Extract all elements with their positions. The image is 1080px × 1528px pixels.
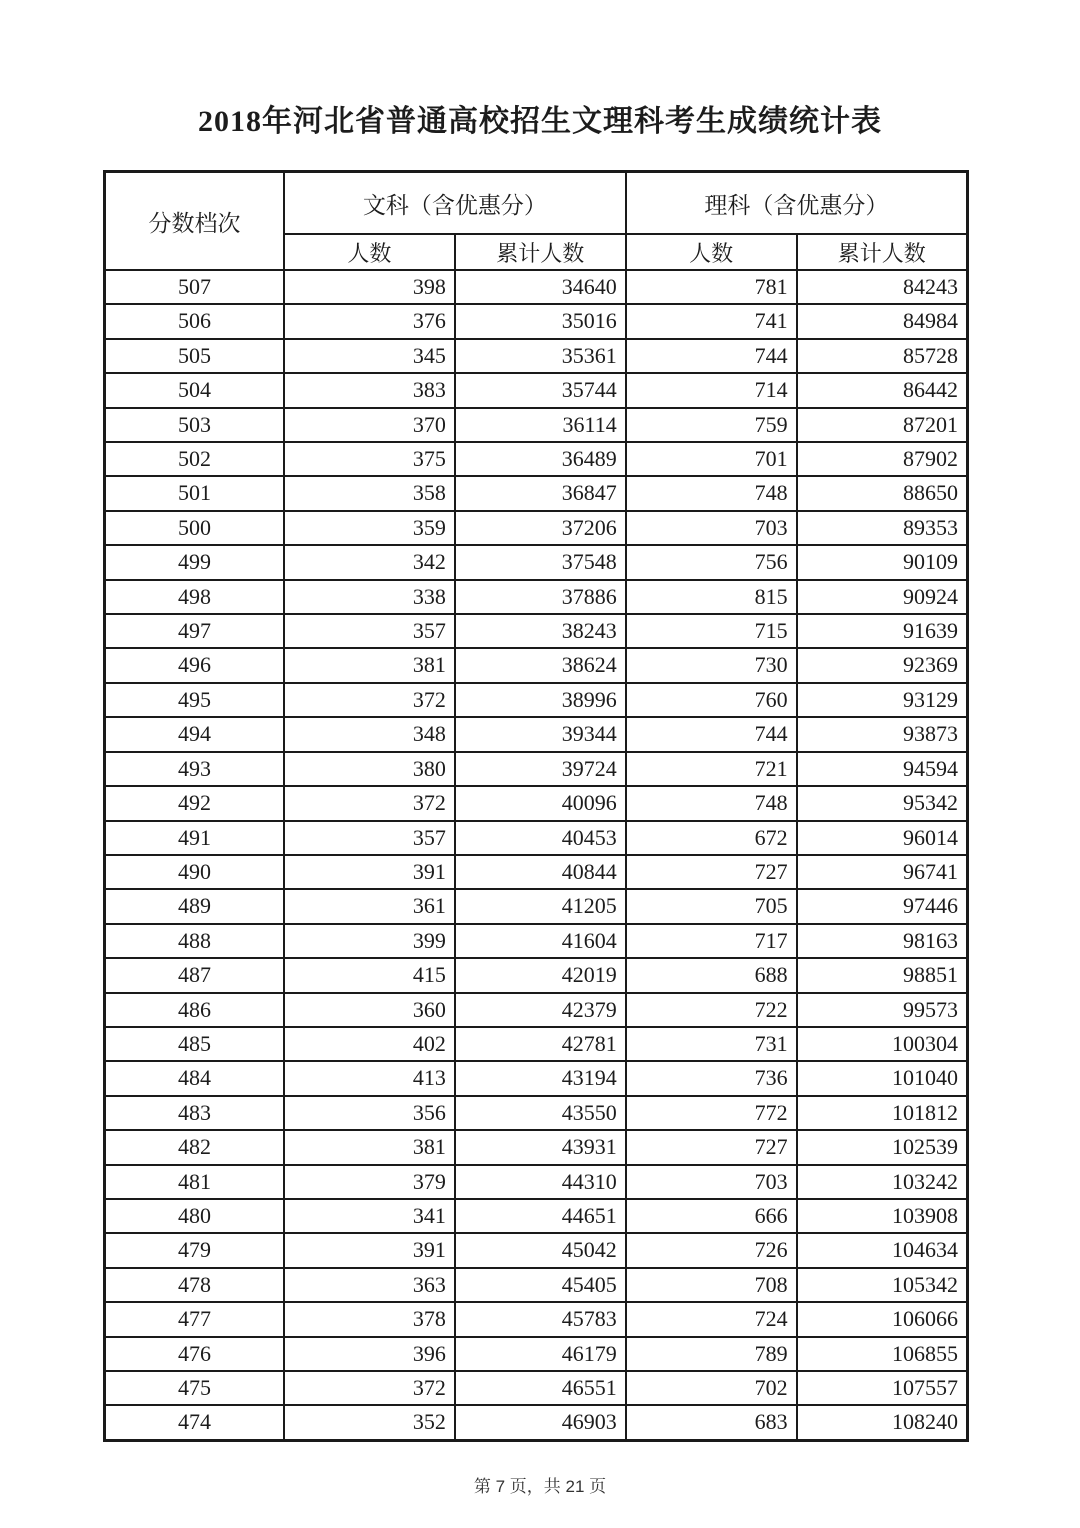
liberal-arts-count-cell: 341 xyxy=(284,1199,455,1233)
score-level-cell: 499 xyxy=(105,545,285,579)
table-row xyxy=(105,1371,968,1405)
science-cumulative-cell: 87902 xyxy=(797,442,968,476)
liberal-arts-count-cell: 345 xyxy=(284,339,455,373)
column-header-sci-cumulative: 累计人数 xyxy=(797,234,968,270)
liberal-arts-cumulative-cell: 43550 xyxy=(455,1096,626,1130)
score-level-cell: 486 xyxy=(105,993,285,1027)
science-cumulative-cell: 100304 xyxy=(797,1027,968,1061)
science-cumulative-cell: 84984 xyxy=(797,304,968,338)
table-row xyxy=(105,442,968,476)
table-row xyxy=(105,580,968,614)
liberal-arts-count-cell: 381 xyxy=(284,1130,455,1164)
table-row xyxy=(105,855,968,889)
liberal-arts-cumulative-cell: 38996 xyxy=(455,683,626,717)
science-cumulative-cell: 85728 xyxy=(797,339,968,373)
score-level-cell: 494 xyxy=(105,717,285,751)
science-count-cell: 730 xyxy=(626,648,797,682)
table-row xyxy=(105,958,968,992)
science-cumulative-cell: 86442 xyxy=(797,373,968,407)
liberal-arts-count-cell: 402 xyxy=(284,1027,455,1061)
liberal-arts-cumulative-cell: 36847 xyxy=(455,476,626,510)
column-header-la-count: 人数 xyxy=(284,234,455,270)
liberal-arts-cumulative-cell: 42781 xyxy=(455,1027,626,1061)
score-level-cell: 475 xyxy=(105,1371,285,1405)
science-count-cell: 744 xyxy=(626,717,797,751)
science-count-cell: 744 xyxy=(626,339,797,373)
score-level-cell: 503 xyxy=(105,408,285,442)
liberal-arts-count-cell: 372 xyxy=(284,786,455,820)
liberal-arts-count-cell: 379 xyxy=(284,1165,455,1199)
liberal-arts-count-cell: 375 xyxy=(284,442,455,476)
liberal-arts-count-cell: 360 xyxy=(284,993,455,1027)
liberal-arts-cumulative-cell: 36114 xyxy=(455,408,626,442)
score-level-cell: 504 xyxy=(105,373,285,407)
table-row xyxy=(105,1337,968,1371)
page-title: 2018年河北省普通高校招生文理科考生成绩统计表 xyxy=(198,105,882,138)
liberal-arts-cumulative-cell: 44310 xyxy=(455,1165,626,1199)
score-level-cell: 482 xyxy=(105,1130,285,1164)
science-cumulative-cell: 97446 xyxy=(797,889,968,923)
score-level-cell: 491 xyxy=(105,821,285,855)
science-count-cell: 781 xyxy=(626,270,797,304)
science-count-cell: 726 xyxy=(626,1233,797,1267)
science-cumulative-cell: 89353 xyxy=(797,511,968,545)
science-count-cell: 789 xyxy=(626,1337,797,1371)
liberal-arts-count-cell: 378 xyxy=(284,1302,455,1336)
liberal-arts-cumulative-cell: 42379 xyxy=(455,993,626,1027)
column-header-sci-count: 人数 xyxy=(626,234,797,270)
table-row xyxy=(105,373,968,407)
liberal-arts-cumulative-cell: 40453 xyxy=(455,821,626,855)
science-cumulative-cell: 101040 xyxy=(797,1061,968,1095)
liberal-arts-count-cell: 357 xyxy=(284,821,455,855)
science-count-cell: 760 xyxy=(626,683,797,717)
score-level-cell: 488 xyxy=(105,924,285,958)
table-row xyxy=(105,1268,968,1302)
science-count-cell: 705 xyxy=(626,889,797,923)
liberal-arts-cumulative-cell: 38624 xyxy=(455,648,626,682)
science-count-cell: 772 xyxy=(626,1096,797,1130)
science-cumulative-cell: 98851 xyxy=(797,958,968,992)
science-cumulative-cell: 93129 xyxy=(797,683,968,717)
table-row xyxy=(105,545,968,579)
science-count-cell: 759 xyxy=(626,408,797,442)
science-count-cell: 714 xyxy=(626,373,797,407)
science-cumulative-cell: 108240 xyxy=(797,1405,968,1440)
liberal-arts-cumulative-cell: 41205 xyxy=(455,889,626,923)
science-cumulative-cell: 93873 xyxy=(797,717,968,751)
liberal-arts-cumulative-cell: 43194 xyxy=(455,1061,626,1095)
liberal-arts-count-cell: 396 xyxy=(284,1337,455,1371)
liberal-arts-cumulative-cell: 44651 xyxy=(455,1199,626,1233)
score-level-cell: 497 xyxy=(105,614,285,648)
liberal-arts-count-cell: 361 xyxy=(284,889,455,923)
science-cumulative-cell: 90109 xyxy=(797,545,968,579)
score-level-cell: 487 xyxy=(105,958,285,992)
table-row xyxy=(105,993,968,1027)
liberal-arts-cumulative-cell: 37206 xyxy=(455,511,626,545)
liberal-arts-cumulative-cell: 35744 xyxy=(455,373,626,407)
science-count-cell: 688 xyxy=(626,958,797,992)
science-cumulative-cell: 91639 xyxy=(797,614,968,648)
column-header-science: 理科（含优惠分） xyxy=(626,172,968,235)
table-row xyxy=(105,1302,968,1336)
liberal-arts-cumulative-cell: 45405 xyxy=(455,1268,626,1302)
score-level-cell: 505 xyxy=(105,339,285,373)
liberal-arts-cumulative-cell: 37886 xyxy=(455,580,626,614)
liberal-arts-count-cell: 398 xyxy=(284,270,455,304)
science-count-cell: 736 xyxy=(626,1061,797,1095)
table-row xyxy=(105,1405,968,1440)
score-level-cell: 507 xyxy=(105,270,285,304)
table-body xyxy=(105,270,968,1440)
liberal-arts-cumulative-cell: 36489 xyxy=(455,442,626,476)
liberal-arts-cumulative-cell: 40844 xyxy=(455,855,626,889)
science-count-cell: 703 xyxy=(626,511,797,545)
liberal-arts-count-cell: 391 xyxy=(284,1233,455,1267)
science-count-cell: 731 xyxy=(626,1027,797,1061)
science-count-cell: 748 xyxy=(626,476,797,510)
science-cumulative-cell: 106066 xyxy=(797,1302,968,1336)
score-statistics-table xyxy=(103,170,969,1442)
score-level-cell: 476 xyxy=(105,1337,285,1371)
science-cumulative-cell: 105342 xyxy=(797,1268,968,1302)
liberal-arts-cumulative-cell: 46903 xyxy=(455,1405,626,1440)
score-level-cell: 490 xyxy=(105,855,285,889)
liberal-arts-cumulative-cell: 45042 xyxy=(455,1233,626,1267)
table-row xyxy=(105,752,968,786)
liberal-arts-cumulative-cell: 34640 xyxy=(455,270,626,304)
table-row xyxy=(105,683,968,717)
score-level-cell: 479 xyxy=(105,1233,285,1267)
liberal-arts-cumulative-cell: 41604 xyxy=(455,924,626,958)
science-cumulative-cell: 103908 xyxy=(797,1199,968,1233)
liberal-arts-count-cell: 357 xyxy=(284,614,455,648)
table-row xyxy=(105,1027,968,1061)
table-row xyxy=(105,408,968,442)
table-row xyxy=(105,339,968,373)
liberal-arts-cumulative-cell: 40096 xyxy=(455,786,626,820)
table-row xyxy=(105,304,968,338)
liberal-arts-count-cell: 370 xyxy=(284,408,455,442)
table-row xyxy=(105,889,968,923)
score-level-cell: 478 xyxy=(105,1268,285,1302)
liberal-arts-cumulative-cell: 45783 xyxy=(455,1302,626,1336)
liberal-arts-cumulative-cell: 39344 xyxy=(455,717,626,751)
science-cumulative-cell: 99573 xyxy=(797,993,968,1027)
liberal-arts-count-cell: 352 xyxy=(284,1405,455,1440)
table-row xyxy=(105,1199,968,1233)
liberal-arts-count-cell: 372 xyxy=(284,1371,455,1405)
liberal-arts-count-cell: 399 xyxy=(284,924,455,958)
science-cumulative-cell: 94594 xyxy=(797,752,968,786)
liberal-arts-cumulative-cell: 43931 xyxy=(455,1130,626,1164)
table-row xyxy=(105,1233,968,1267)
science-cumulative-cell: 106855 xyxy=(797,1337,968,1371)
science-count-cell: 815 xyxy=(626,580,797,614)
table-row xyxy=(105,1130,968,1164)
page-number-footer: 第 7 页，共 21 页 xyxy=(473,1476,607,1496)
science-count-cell: 672 xyxy=(626,821,797,855)
science-count-cell: 666 xyxy=(626,1199,797,1233)
table-row xyxy=(105,614,968,648)
science-cumulative-cell: 104634 xyxy=(797,1233,968,1267)
liberal-arts-cumulative-cell: 46179 xyxy=(455,1337,626,1371)
liberal-arts-cumulative-cell: 35361 xyxy=(455,339,626,373)
table-row xyxy=(105,476,968,510)
table-row xyxy=(105,717,968,751)
table-header-row-top xyxy=(105,172,968,235)
score-level-cell: 492 xyxy=(105,786,285,820)
science-count-cell: 741 xyxy=(626,304,797,338)
score-level-cell: 495 xyxy=(105,683,285,717)
science-cumulative-cell: 102539 xyxy=(797,1130,968,1164)
science-cumulative-cell: 107557 xyxy=(797,1371,968,1405)
table-row xyxy=(105,821,968,855)
liberal-arts-cumulative-cell: 46551 xyxy=(455,1371,626,1405)
score-level-cell: 506 xyxy=(105,304,285,338)
liberal-arts-count-cell: 372 xyxy=(284,683,455,717)
table-row xyxy=(105,786,968,820)
liberal-arts-count-cell: 356 xyxy=(284,1096,455,1130)
science-cumulative-cell: 98163 xyxy=(797,924,968,958)
score-level-cell: 496 xyxy=(105,648,285,682)
score-level-cell: 501 xyxy=(105,476,285,510)
liberal-arts-count-cell: 381 xyxy=(284,648,455,682)
liberal-arts-count-cell: 338 xyxy=(284,580,455,614)
science-cumulative-cell: 96014 xyxy=(797,821,968,855)
table-row xyxy=(105,511,968,545)
science-count-cell: 722 xyxy=(626,993,797,1027)
science-count-cell: 721 xyxy=(626,752,797,786)
science-count-cell: 724 xyxy=(626,1302,797,1336)
science-count-cell: 703 xyxy=(626,1165,797,1199)
column-header-la-cumulative: 累计人数 xyxy=(455,234,626,270)
liberal-arts-count-cell: 380 xyxy=(284,752,455,786)
liberal-arts-cumulative-cell: 38243 xyxy=(455,614,626,648)
score-level-cell: 493 xyxy=(105,752,285,786)
liberal-arts-count-cell: 376 xyxy=(284,304,455,338)
science-count-cell: 715 xyxy=(626,614,797,648)
science-cumulative-cell: 95342 xyxy=(797,786,968,820)
score-level-cell: 477 xyxy=(105,1302,285,1336)
liberal-arts-count-cell: 415 xyxy=(284,958,455,992)
science-count-cell: 756 xyxy=(626,545,797,579)
science-count-cell: 702 xyxy=(626,1371,797,1405)
liberal-arts-count-cell: 363 xyxy=(284,1268,455,1302)
science-cumulative-cell: 92369 xyxy=(797,648,968,682)
science-cumulative-cell: 90924 xyxy=(797,580,968,614)
science-count-cell: 701 xyxy=(626,442,797,476)
score-level-cell: 480 xyxy=(105,1199,285,1233)
liberal-arts-count-cell: 342 xyxy=(284,545,455,579)
column-header-score-level: 分数档次 xyxy=(105,172,285,271)
liberal-arts-count-cell: 359 xyxy=(284,511,455,545)
science-count-cell: 708 xyxy=(626,1268,797,1302)
liberal-arts-count-cell: 413 xyxy=(284,1061,455,1095)
score-level-cell: 484 xyxy=(105,1061,285,1095)
science-count-cell: 717 xyxy=(626,924,797,958)
table-row xyxy=(105,1096,968,1130)
science-count-cell: 727 xyxy=(626,855,797,889)
score-level-cell: 483 xyxy=(105,1096,285,1130)
column-header-liberal-arts: 文科（含优惠分） xyxy=(284,172,626,235)
score-level-cell: 498 xyxy=(105,580,285,614)
science-cumulative-cell: 87201 xyxy=(797,408,968,442)
science-cumulative-cell: 84243 xyxy=(797,270,968,304)
science-count-cell: 683 xyxy=(626,1405,797,1440)
science-count-cell: 727 xyxy=(626,1130,797,1164)
liberal-arts-cumulative-cell: 42019 xyxy=(455,958,626,992)
score-level-cell: 474 xyxy=(105,1405,285,1440)
table-row xyxy=(105,1061,968,1095)
liberal-arts-count-cell: 348 xyxy=(284,717,455,751)
score-level-cell: 500 xyxy=(105,511,285,545)
score-level-cell: 481 xyxy=(105,1165,285,1199)
liberal-arts-count-cell: 391 xyxy=(284,855,455,889)
liberal-arts-cumulative-cell: 37548 xyxy=(455,545,626,579)
score-level-cell: 489 xyxy=(105,889,285,923)
score-level-cell: 502 xyxy=(105,442,285,476)
science-cumulative-cell: 101812 xyxy=(797,1096,968,1130)
liberal-arts-count-cell: 383 xyxy=(284,373,455,407)
table-row xyxy=(105,924,968,958)
liberal-arts-count-cell: 358 xyxy=(284,476,455,510)
table-row xyxy=(105,270,968,304)
table-row xyxy=(105,648,968,682)
liberal-arts-cumulative-cell: 39724 xyxy=(455,752,626,786)
science-cumulative-cell: 96741 xyxy=(797,855,968,889)
liberal-arts-cumulative-cell: 35016 xyxy=(455,304,626,338)
table-row xyxy=(105,1165,968,1199)
science-count-cell: 748 xyxy=(626,786,797,820)
science-cumulative-cell: 88650 xyxy=(797,476,968,510)
score-level-cell: 485 xyxy=(105,1027,285,1061)
science-cumulative-cell: 103242 xyxy=(797,1165,968,1199)
